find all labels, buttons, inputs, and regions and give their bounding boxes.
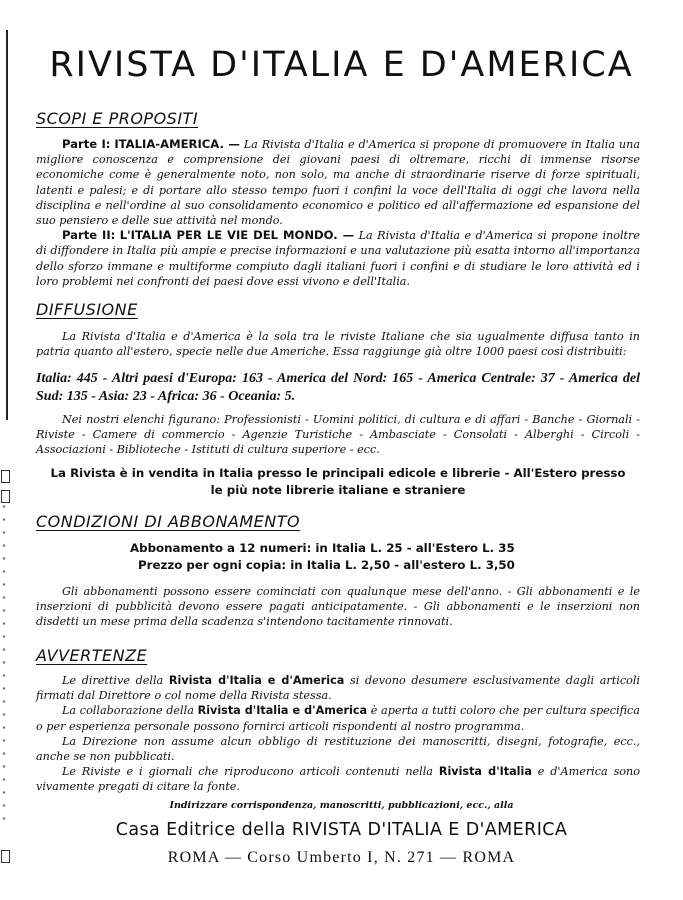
avvertenze-p1-a: Le direttive della xyxy=(62,674,164,687)
part1-text: La Rivista d'Italia e d'America si propone di promuovere in Italia una migliore conoscenza e comprensione dei giovani paesi di oltremare, ricchi di immense risorse economiche come è generalmente noto, non solo, ma anche di straordinarie riserve di forze spirituali, latenti e palesi; e di portare allo stesso tempo fuori i confini la voce dell'Italia di oggi che lavora nella disciplina e nell'ordine al suo consolidamento economico e politico ed all'affermazione ed espansione del suo pensiero e delle sue attività nel mondo. xyxy=(36,138,641,228)
publisher-address: ROMA — Corso Umberto I, N. 271 — ROMA xyxy=(167,849,516,866)
margin-dots xyxy=(2,500,6,830)
part1-title: ITALIA-AMERICA. — xyxy=(114,137,240,151)
condizioni-note xyxy=(36,584,640,630)
avvertenze-p2 xyxy=(36,703,640,733)
vendita-line-2: le più note librerie italiane e straniere xyxy=(210,483,466,497)
masthead-title: RIVISTA D'ITALIA E D'AMERICA xyxy=(49,45,634,85)
avvertenze-p3: La Direzione non assume alcun obbligo di restituzione dei manoscritti, disegni, fotografie, ecc., anche se non pubblicati. xyxy=(36,734,640,764)
avvertenze-p1 xyxy=(36,673,640,703)
indirizzare-line: Indirizzare corrispondenza, manoscritti, pubblicazioni, ecc., alla xyxy=(169,800,514,811)
vendita-line-1: La Rivista è in vendita in Italia presso le principali edicole e librerie - All'Estero presso xyxy=(50,466,626,480)
avvertenze-p1-title: Rivista d'Italia e d'America xyxy=(168,674,345,687)
distribution-stats xyxy=(36,370,640,406)
part1-paragraph xyxy=(36,137,640,228)
avvertenze-p4-d: sono vivamente pregati di citare la fonte. xyxy=(36,765,640,794)
publisher-line xyxy=(0,820,683,840)
copy-price: Prezzo per ogni copia: in Italia L. 2,50 - all'estero L. 3,50 xyxy=(138,558,515,572)
avvertenze-p4-title: Rivista d'Italia xyxy=(438,765,532,779)
diffusione-heading: DIFFUSIONE xyxy=(36,300,138,319)
condizioni-note-text: Gli abbonamenti possono essere cominciati con qualunque mese dell'anno. - Gli abbonamenti e le inserzioni di pubblicità devono essere pagati anticipatamente. - Gli abbonamenti e le inserzioni non disdetti un mese prima della scadenza s'intendono tacitamente rinnovati. xyxy=(36,585,640,629)
margin-rule xyxy=(0,30,8,420)
avvertenze-heading: AVVERTENZE xyxy=(36,646,148,665)
avvertenze-p1-c: si devono desumere esclusivamente dagli articoli firmati dal Direttore o col nome della Rivista stessa. xyxy=(36,674,641,703)
part2-text: La Rivista d'Italia e d'America si propone inoltre di diffondere in Italia più ampie e precise informazioni e una valutazione più esatta intorno all'importanza dello sforzo immane e multiforme compiuto dagli italiani fuori i confini e di studiare le loro attività ed i loro problemi nei confronti dei paesi dove essi vivono e dell'Italia. xyxy=(36,229,641,288)
part2-title: L'ITALIA PER LE VIE DEL MONDO. — xyxy=(119,228,355,243)
avvertenze-p2-c: è aperta a tutti coloro che per cultura specifica o per esperienza personale possono fornirci articoli rispondenti al nostro programma. xyxy=(36,704,640,733)
avvertenze-p2-a: La collaborazione della xyxy=(62,704,194,718)
elenchi-text: Nei nostri elenchi figurano: Professionisti - Uomini politici, di cultura e di affari - Banche - Giornali - Riviste - Camere di commercio - Agenzie Turistiche - Ambasciate - Consolati - Alberghi - Circoli - Associazioni - Biblioteche - Istituti di cultura superiore - ecc. xyxy=(36,413,640,457)
avvertenze-p2-title: Rivista d'Italia e d'America xyxy=(197,704,368,718)
avvertenze-p4 xyxy=(36,764,640,794)
avvertenze-p4-a: Le Riviste e i giornali che riproducono articoli contenuti nella xyxy=(62,765,433,779)
distribution-stats-text: Italia: 445 - Altri paesi d'Europa: 163 - America del Nord: 165 - America Centrale: 37 - America del Sud: 135 - Asia: 23 - Africa: 36 - Oceania: 5. xyxy=(36,371,640,404)
scopi-body xyxy=(36,137,640,289)
diffusione-intro xyxy=(36,329,640,359)
margin-ornament-icon xyxy=(1,470,10,483)
part2-label: Parte II: xyxy=(62,228,116,243)
abbonamento-price: Abbonamento a 12 numeri: in Italia L. 25 - all'Estero L. 35 xyxy=(130,541,515,555)
part1-label: Parte I: xyxy=(62,137,111,151)
avvertenze-p4-c: e d'America xyxy=(537,765,608,779)
part2-paragraph xyxy=(36,228,640,289)
scopi-heading: SCOPI E PROPOSITI xyxy=(36,109,199,128)
diffusione-intro-text: La Rivista d'Italia e d'America è la sola tra le riviste Italiane che sia ugualmente diffusa tanto in patria quanto all'estero, specie nelle due Americhe. Essa raggiunge già oltre 1000 paesi così distribuiti: xyxy=(36,330,640,359)
elenchi-block xyxy=(36,412,640,458)
publisher-name: RIVISTA D'ITALIA E D'AMERICA xyxy=(291,820,568,840)
condizioni-heading: CONDIZIONI DI ABBONAMENTO xyxy=(36,512,301,531)
avvertenze-body xyxy=(36,673,640,795)
publisher-prefix: Casa Editrice della xyxy=(115,820,286,840)
